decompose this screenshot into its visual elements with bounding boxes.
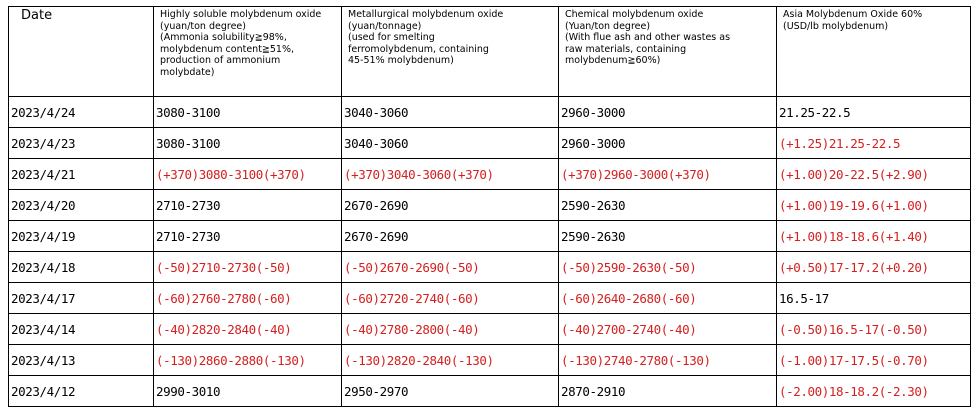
- date-cell: 2023/4/19: [9, 221, 154, 252]
- price-cell: (+370)2960-3000(+370): [559, 159, 777, 190]
- price-cell: (-50)2590-2630(-50): [559, 252, 777, 283]
- price-cell: 2990-3010: [154, 376, 342, 407]
- price-cell: 21.25-22.5: [777, 97, 971, 128]
- header-line: molybdenum content≧51%,: [160, 43, 295, 55]
- price-cell: (+370)3080-3100(+370): [154, 159, 342, 190]
- price-cell: 3040-3060: [342, 128, 559, 159]
- price-cell: 2590-2630: [559, 190, 777, 221]
- header-line: production of ammonium: [160, 55, 281, 67]
- price-cell: 2590-2630: [559, 221, 777, 252]
- table-row: [9, 159, 971, 190]
- price-cell: (-130)2740-2780(-130): [559, 345, 777, 376]
- header-line: Asia Molybdenum Oxide 60%: [783, 9, 923, 20]
- date-cell: 2023/4/24: [9, 97, 154, 128]
- date-cell: 2023/4/21: [9, 159, 154, 190]
- header-line: Date: [21, 8, 53, 23]
- price-cell: 3040-3060: [342, 97, 559, 128]
- price-cell: (-40)2700-2740(-40): [559, 314, 777, 345]
- price-cell: 3080-3100: [154, 128, 342, 159]
- molybdenum-oxide-price-table: [8, 6, 971, 407]
- header-metallurgical-molybdenum-oxide: [342, 7, 559, 97]
- price-cell: (-50)2670-2690(-50): [342, 252, 559, 283]
- price-cell: 2960-3000: [559, 128, 777, 159]
- date-cell: 2023/4/18: [9, 252, 154, 283]
- price-cell: (-1.00)17-17.5(-0.70): [777, 345, 971, 376]
- table-row: [9, 314, 971, 345]
- price-cell: 3080-3100: [154, 97, 342, 128]
- price-cell: 2710-2730: [154, 221, 342, 252]
- table-row: [9, 376, 971, 407]
- price-cell: (-2.00)18-18.2(-2.30): [777, 376, 971, 407]
- price-cell: (-130)2820-2840(-130): [342, 345, 559, 376]
- date-cell: 2023/4/14: [9, 314, 154, 345]
- price-cell: 16.5-17: [777, 283, 971, 314]
- table-row: [9, 345, 971, 376]
- price-cell: (-50)2710-2730(-50): [154, 252, 342, 283]
- price-cell: (-40)2820-2840(-40): [154, 314, 342, 345]
- price-cell: 2710-2730: [154, 190, 342, 221]
- date-cell: 2023/4/13: [9, 345, 154, 376]
- header-line: (Ammonia solubility≧98%,: [160, 32, 287, 44]
- header-line: (Yuan/ton degree): [565, 20, 651, 32]
- date-cell: 2023/4/23: [9, 128, 154, 159]
- price-cell: (-60)2760-2780(-60): [154, 283, 342, 314]
- header-asia-molybdenum-oxide: [777, 7, 971, 97]
- header-line: 45-51% molybdenum): [348, 55, 454, 67]
- header-line: Metallurgical molybdenum oxide: [348, 9, 504, 20]
- header-line: raw materials, containing: [565, 43, 687, 55]
- price-cell: 2670-2690: [342, 190, 559, 221]
- header-row: [9, 7, 971, 97]
- date-cell: 2023/4/17: [9, 283, 154, 314]
- price-cell: (-40)2780-2800(-40): [342, 314, 559, 345]
- price-cell: 2950-2970: [342, 376, 559, 407]
- table-row: [9, 252, 971, 283]
- price-cell: (-60)2640-2680(-60): [559, 283, 777, 314]
- header-line: Chemical molybdenum oxide: [565, 9, 704, 20]
- price-cell: 2870-2910: [559, 376, 777, 407]
- header-line: (used for smelting: [348, 32, 435, 44]
- header-line: molybdate): [160, 66, 215, 78]
- price-cell: 2960-3000: [559, 97, 777, 128]
- header-line: Highly soluble molybdenum oxide: [160, 9, 322, 20]
- header-line: ferromolybdenum, containing: [348, 43, 489, 55]
- table-row: [9, 97, 971, 128]
- header-line: (yuan/ton degree): [160, 20, 246, 32]
- price-cell: (-130)2860-2880(-130): [154, 345, 342, 376]
- header-highly-soluble-molybdenum-oxide: [154, 7, 342, 97]
- header-line: (yuan/tonnage): [348, 20, 422, 32]
- table-body: [9, 97, 971, 407]
- header-line: (USD/lb molybdenum): [783, 20, 889, 32]
- price-cell: 2670-2690: [342, 221, 559, 252]
- price-cell: (+370)3040-3060(+370): [342, 159, 559, 190]
- price-cell: (+1.25)21.25-22.5: [777, 128, 971, 159]
- header-line: (With flue ash and other wastes as: [565, 32, 731, 44]
- price-cell: (-0.50)16.5-17(-0.50): [777, 314, 971, 345]
- header-chemical-molybdenum-oxide: [559, 7, 777, 97]
- price-cell: (-60)2720-2740(-60): [342, 283, 559, 314]
- date-cell: 2023/4/20: [9, 190, 154, 221]
- date-cell: 2023/4/12: [9, 376, 154, 407]
- price-cell: (+1.00)19-19.6(+1.00): [777, 190, 971, 221]
- table-row: [9, 128, 971, 159]
- table-row: [9, 283, 971, 314]
- table-row: [9, 190, 971, 221]
- price-cell: (+1.00)18-18.6(+1.40): [777, 221, 971, 252]
- price-cell: (+1.00)20-22.5(+2.90): [777, 159, 971, 190]
- header-date: [9, 7, 154, 97]
- header-line: molybdenum≧60%): [565, 55, 661, 67]
- price-cell: (+0.50)17-17.2(+0.20): [777, 252, 971, 283]
- table-row: [9, 221, 971, 252]
